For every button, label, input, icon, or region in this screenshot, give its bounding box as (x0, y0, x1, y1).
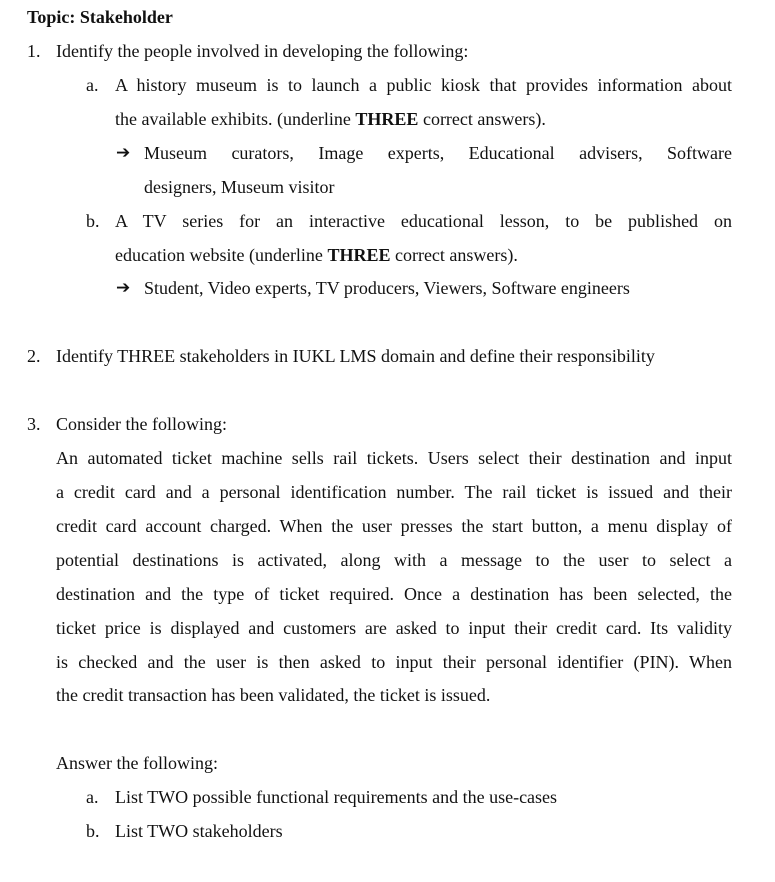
q1a-letter: a. (86, 75, 99, 95)
q3b-text: List TWO stakeholders (115, 821, 283, 841)
q1-text: Identify the people involved in developing the following: (56, 41, 469, 61)
q3-paragraph-line: a credit card and a personal identification number. The rail ticket is issued and their (56, 482, 732, 502)
q1a-answer-line2: designers, Museum visitor (144, 177, 335, 197)
q3b-letter: b. (86, 821, 100, 841)
q1a-line2-bold: THREE (355, 109, 419, 129)
q1a-answer-line1: Museum curators, Image experts, Educational advisers, Software (144, 143, 732, 163)
q3-paragraph-line: An automated ticket machine sells rail tickets. Users select their destination and input (56, 448, 732, 468)
right-arrow-icon: ➔ (116, 278, 131, 298)
q1b-answer-line1: Student, Video experts, TV producers, Viewers, Software engineers (144, 278, 630, 298)
q1b-line1: A TV series for an interactive educational lesson, to be published on (115, 211, 732, 231)
right-arrow-icon: ➔ (116, 143, 131, 163)
q1b-line2-pre: education website (underline (115, 245, 328, 265)
q3-number: 3. (27, 414, 41, 434)
q3-paragraph-line: is checked and the user is then asked to input their personal identifier (PIN). When (56, 652, 732, 672)
q1a-line2 (115, 108, 546, 130)
q3a-text: List TWO possible functional requirements and the use-cases (115, 787, 558, 807)
q3-paragraph-line: potential destinations is activated, along with a message to the user to select a (56, 550, 732, 570)
q2-number: 2. (27, 346, 41, 366)
q1b-letter: b. (86, 211, 100, 231)
q3-paragraph-line: ticket price is displayed and customers are asked to input their credit card. Its validity (56, 618, 732, 638)
q1-number: 1. (27, 41, 41, 61)
q3-text: Consider the following: (56, 414, 227, 434)
q1b-line2-bold: THREE (327, 245, 391, 265)
q3-paragraph-line: the credit transaction has been validated, the ticket is issued. (56, 685, 491, 705)
q1a-line2-post: correct answers). (418, 109, 546, 129)
q3a-letter: a. (86, 787, 99, 807)
q1b-line2-post: correct answers). (390, 245, 518, 265)
q3-answer-heading: Answer the following: (56, 753, 218, 773)
q3-paragraph-line: destination and the type of ticket required. Once a destination has been selected, the (56, 584, 732, 604)
q3-paragraph-line: credit card account charged. When the user presses the start button, a menu display of (56, 516, 732, 536)
q1a-line1: A history museum is to launch a public kiosk that provides information about (115, 75, 732, 95)
q2-text: Identify THREE stakeholders in IUKL LMS domain and define their responsibility (56, 346, 655, 366)
q1a-line2-pre: the available exhibits. (underline (115, 109, 356, 129)
topic-heading: Topic: Stakeholder (27, 7, 173, 27)
q1b-line2 (115, 244, 518, 266)
